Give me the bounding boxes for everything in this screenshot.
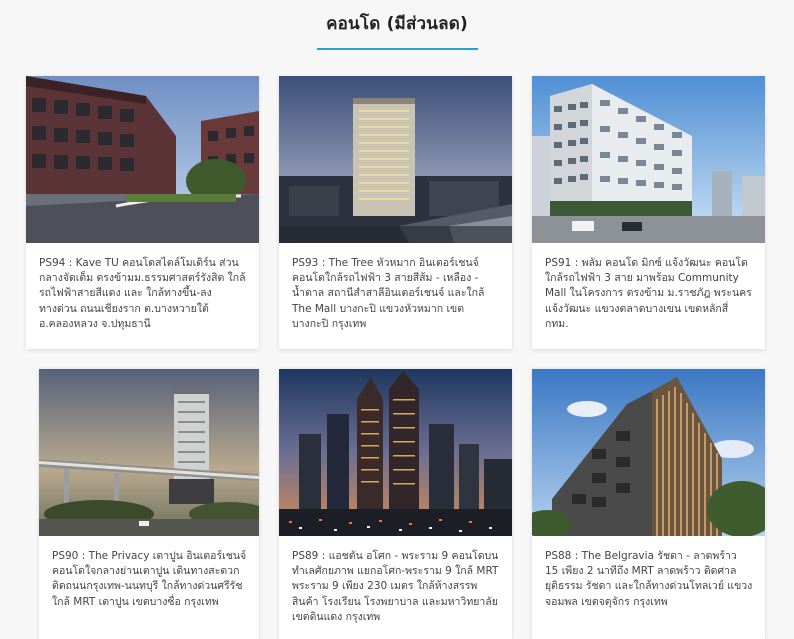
condo-image-ps89[interactable] (279, 369, 512, 536)
condo-image-ps90[interactable] (39, 369, 259, 536)
condo-card-ps93[interactable] (279, 76, 512, 349)
condo-description: PS91 : พลัม คอนโด มิกซ์ แจ้งวัฒนะ คอนโดใกล้รถไฟฟ้า 3 สาย มาพร้อม Community Mall ในโครงการ ตรงข้าม ม.ราชภัฎ พระนคร แจ้งวัฒนะ แขวงตลาดบางเขน เขตหลักสี่ กทม. (545, 257, 752, 330)
condo-description: PS88 : The Belgravia รัชดา - ลาดพร้าว 15 เพียง 2 นาทีถึง MRT ลาดพร้าว ติดศาลยุติธรรม รัชดา และใกล้ทางด่วนโทลเวย์ แขวงจอมพล เขตจตุจักร กรุงเทพ (545, 550, 753, 608)
condo-card-ps89[interactable] (279, 369, 512, 639)
title-underline (317, 48, 478, 50)
condo-card-ps94[interactable] (26, 76, 259, 349)
condo-image-ps88[interactable] (532, 369, 765, 536)
condo-description: PS93 : The Tree หัวหมาก อินเตอร์เชนจ์ คอนโดใกล้รถไฟฟ้า 3 สายสีส้ม - เหลือง - น้ำตาล สถานีสำสาลีอินเตอร์เชนจ์ และใกล้ The Mall บางกะปิ แขวงหัวหมาก เขตบางกะปิ กรุงเทพ (292, 257, 485, 330)
condo-card-ps88[interactable] (532, 369, 765, 639)
section-title: คอนโด (มีส่วนลด) (326, 14, 468, 34)
condo-description: PS90 : The Privacy เตาปูน อินเตอร์เชนจ์ คอนโดใจกลางย่านเตาปูน เดินทางสะดวกติดถนนกรุงเทพ-นนทบุรี ใกล้ทางด่วนศรีรัช ใกล้ MRT เตาปูน เขตบางซื่อ กรุงเทพ (52, 550, 247, 608)
condo-description: PS94 : Kave TU คอนโดสไตล์โมเดิร์น ส่วนกลางจัดเต็ม ตรงข้ามม.ธรรมศาสตร์รังสิต ใกล้รถไฟฟ้าสายสีแดง และ ใกล้ทางขึ้น-ลงทางด่วน ถนนเชียงราก ต.บางหวายใต้ อ.คลองหลวง จ.ปทุมธานี (39, 257, 246, 330)
condo-image-ps93[interactable] (279, 76, 512, 243)
condo-image-ps94[interactable] (26, 76, 259, 243)
condo-image-ps91[interactable] (532, 76, 765, 243)
condo-description: PS89 : แอชตัน อโศก - พระราม 9 คอนโดบนทำเลศักยภาพ แยกอโศก-พระราม 9 ใกล้ MRT พระราม 9 เพียง 230 เมตร ใกล้ห้างสรรพสินค้า โรงเรียน โรงพยาบาล และมหาวิทยาลัย เขตดินแดง กรุงเทพ (292, 550, 499, 623)
section-header (0, 0, 794, 76)
condo-card-ps91[interactable] (532, 76, 765, 349)
condo-card-ps90[interactable] (39, 369, 259, 639)
